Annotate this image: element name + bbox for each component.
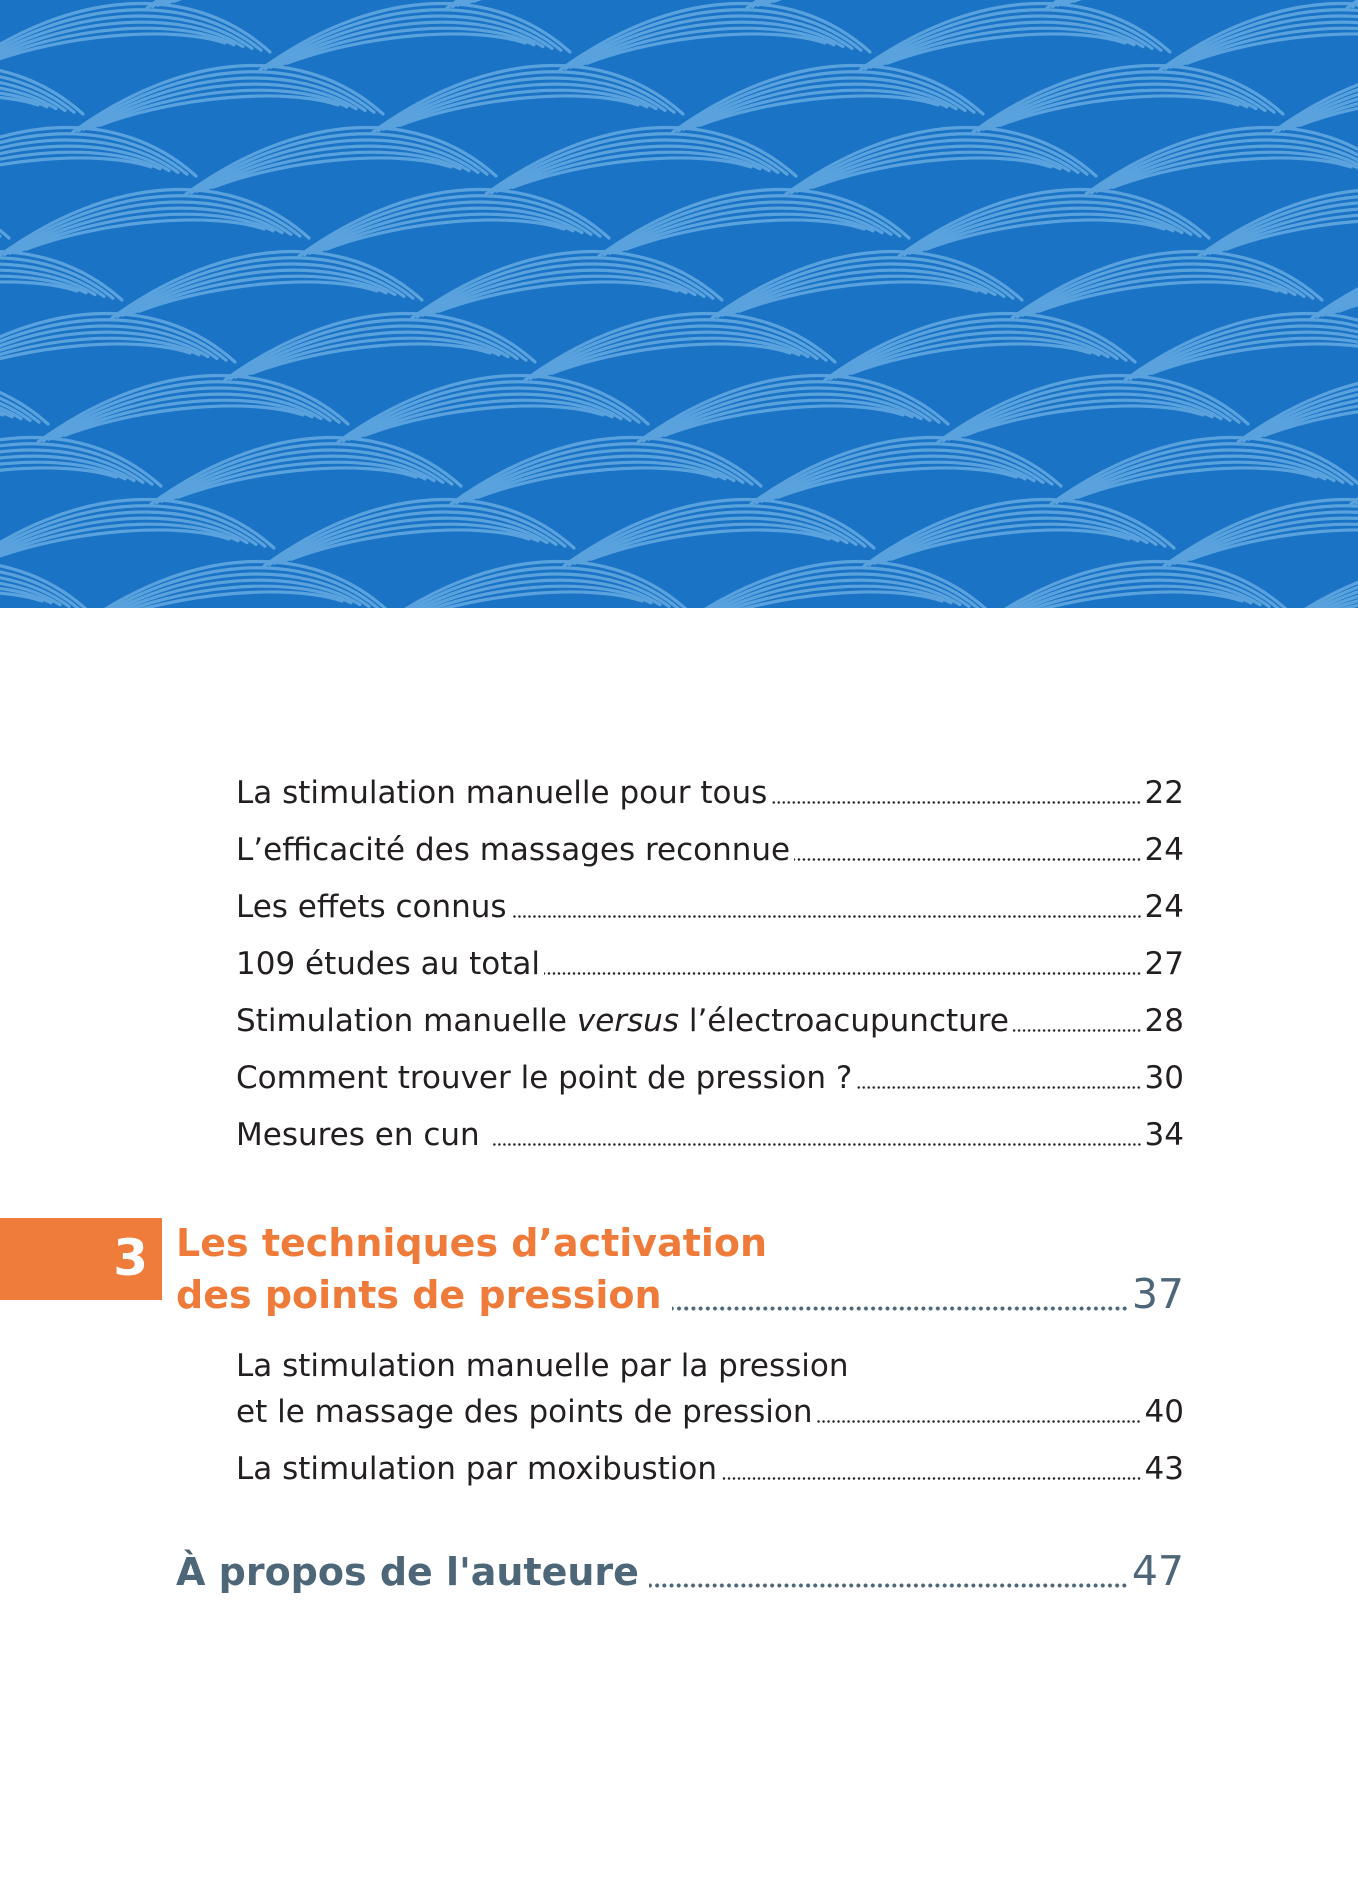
dot-leader	[492, 1143, 1142, 1146]
toc-entry[interactable]	[236, 1058, 1184, 1098]
toc-entry-title: L’efficacité des massages reconnue	[236, 832, 791, 868]
chapter-number-badge	[0, 1218, 162, 1300]
dot-leader	[511, 915, 1142, 918]
about-author-entry[interactable]	[176, 1545, 1184, 1598]
toc-entry[interactable]	[236, 773, 1184, 813]
toc-entry-title-line2: et le massage des points de pression	[236, 1394, 813, 1430]
toc-entry[interactable]	[236, 887, 1184, 927]
chapter-page: 37	[1131, 1270, 1184, 1318]
toc-entry[interactable]	[236, 944, 1184, 984]
dot-leader	[771, 801, 1141, 804]
toc-entry-page: 24	[1144, 832, 1184, 868]
dot-leader	[721, 1477, 1142, 1480]
toc-entry-page: 24	[1144, 889, 1184, 925]
about-page: 47	[1131, 1547, 1184, 1595]
toc-entry-page: 22	[1144, 775, 1184, 811]
dot-leader	[649, 1583, 1128, 1588]
toc-entry[interactable]	[236, 1115, 1184, 1155]
toc-entry-page: 40	[1144, 1394, 1184, 1430]
toc-entry-page: 28	[1144, 1003, 1184, 1039]
about-title: À propos de l'auteure	[176, 1550, 639, 1594]
toc-entry-page: 34	[1144, 1117, 1184, 1153]
wave-strokes	[0, 0, 1358, 608]
toc-entry[interactable]	[236, 1001, 1184, 1041]
chapter-title-line1: Les techniques d’activation	[176, 1221, 768, 1265]
italic-word: versus	[576, 1003, 679, 1039]
dot-leader	[672, 1306, 1128, 1311]
toc-entry[interactable]	[236, 1346, 1184, 1432]
toc-entry-page: 27	[1144, 946, 1184, 982]
toc-entry-title: La stimulation par moxibustion	[236, 1451, 718, 1487]
toc-entry[interactable]	[236, 830, 1184, 870]
dot-leader	[1013, 1029, 1142, 1032]
dot-leader	[856, 1086, 1141, 1089]
dot-leader	[794, 858, 1141, 861]
wave-pattern-banner	[0, 0, 1358, 608]
toc-entry-title: Stimulation manuelle versus l’électroacupuncture	[236, 1003, 1009, 1039]
toc-entry-title: Mesures en cun	[236, 1117, 480, 1153]
toc-entry-title: Comment trouver le point de pression ?	[236, 1060, 853, 1096]
toc-entry-title: Les effets connus	[236, 889, 507, 925]
toc-entry-title: La stimulation manuelle pour tous	[236, 775, 768, 811]
toc-entry-page: 43	[1144, 1451, 1184, 1487]
toc-entry-title: 109 études au total	[236, 946, 541, 982]
toc-entry-page: 30	[1144, 1060, 1184, 1096]
toc-entry-title-line1: La stimulation manuelle par la pression	[236, 1348, 849, 1384]
chapter-heading[interactable]	[176, 1218, 1184, 1321]
dot-leader	[544, 972, 1142, 975]
chapter-number: 3	[113, 1229, 148, 1287]
wave-pattern-illustration	[0, 0, 1358, 608]
toc-entry[interactable]	[236, 1449, 1184, 1489]
dot-leader	[816, 1420, 1141, 1423]
chapter-title-line2: des points de pression	[176, 1273, 662, 1317]
